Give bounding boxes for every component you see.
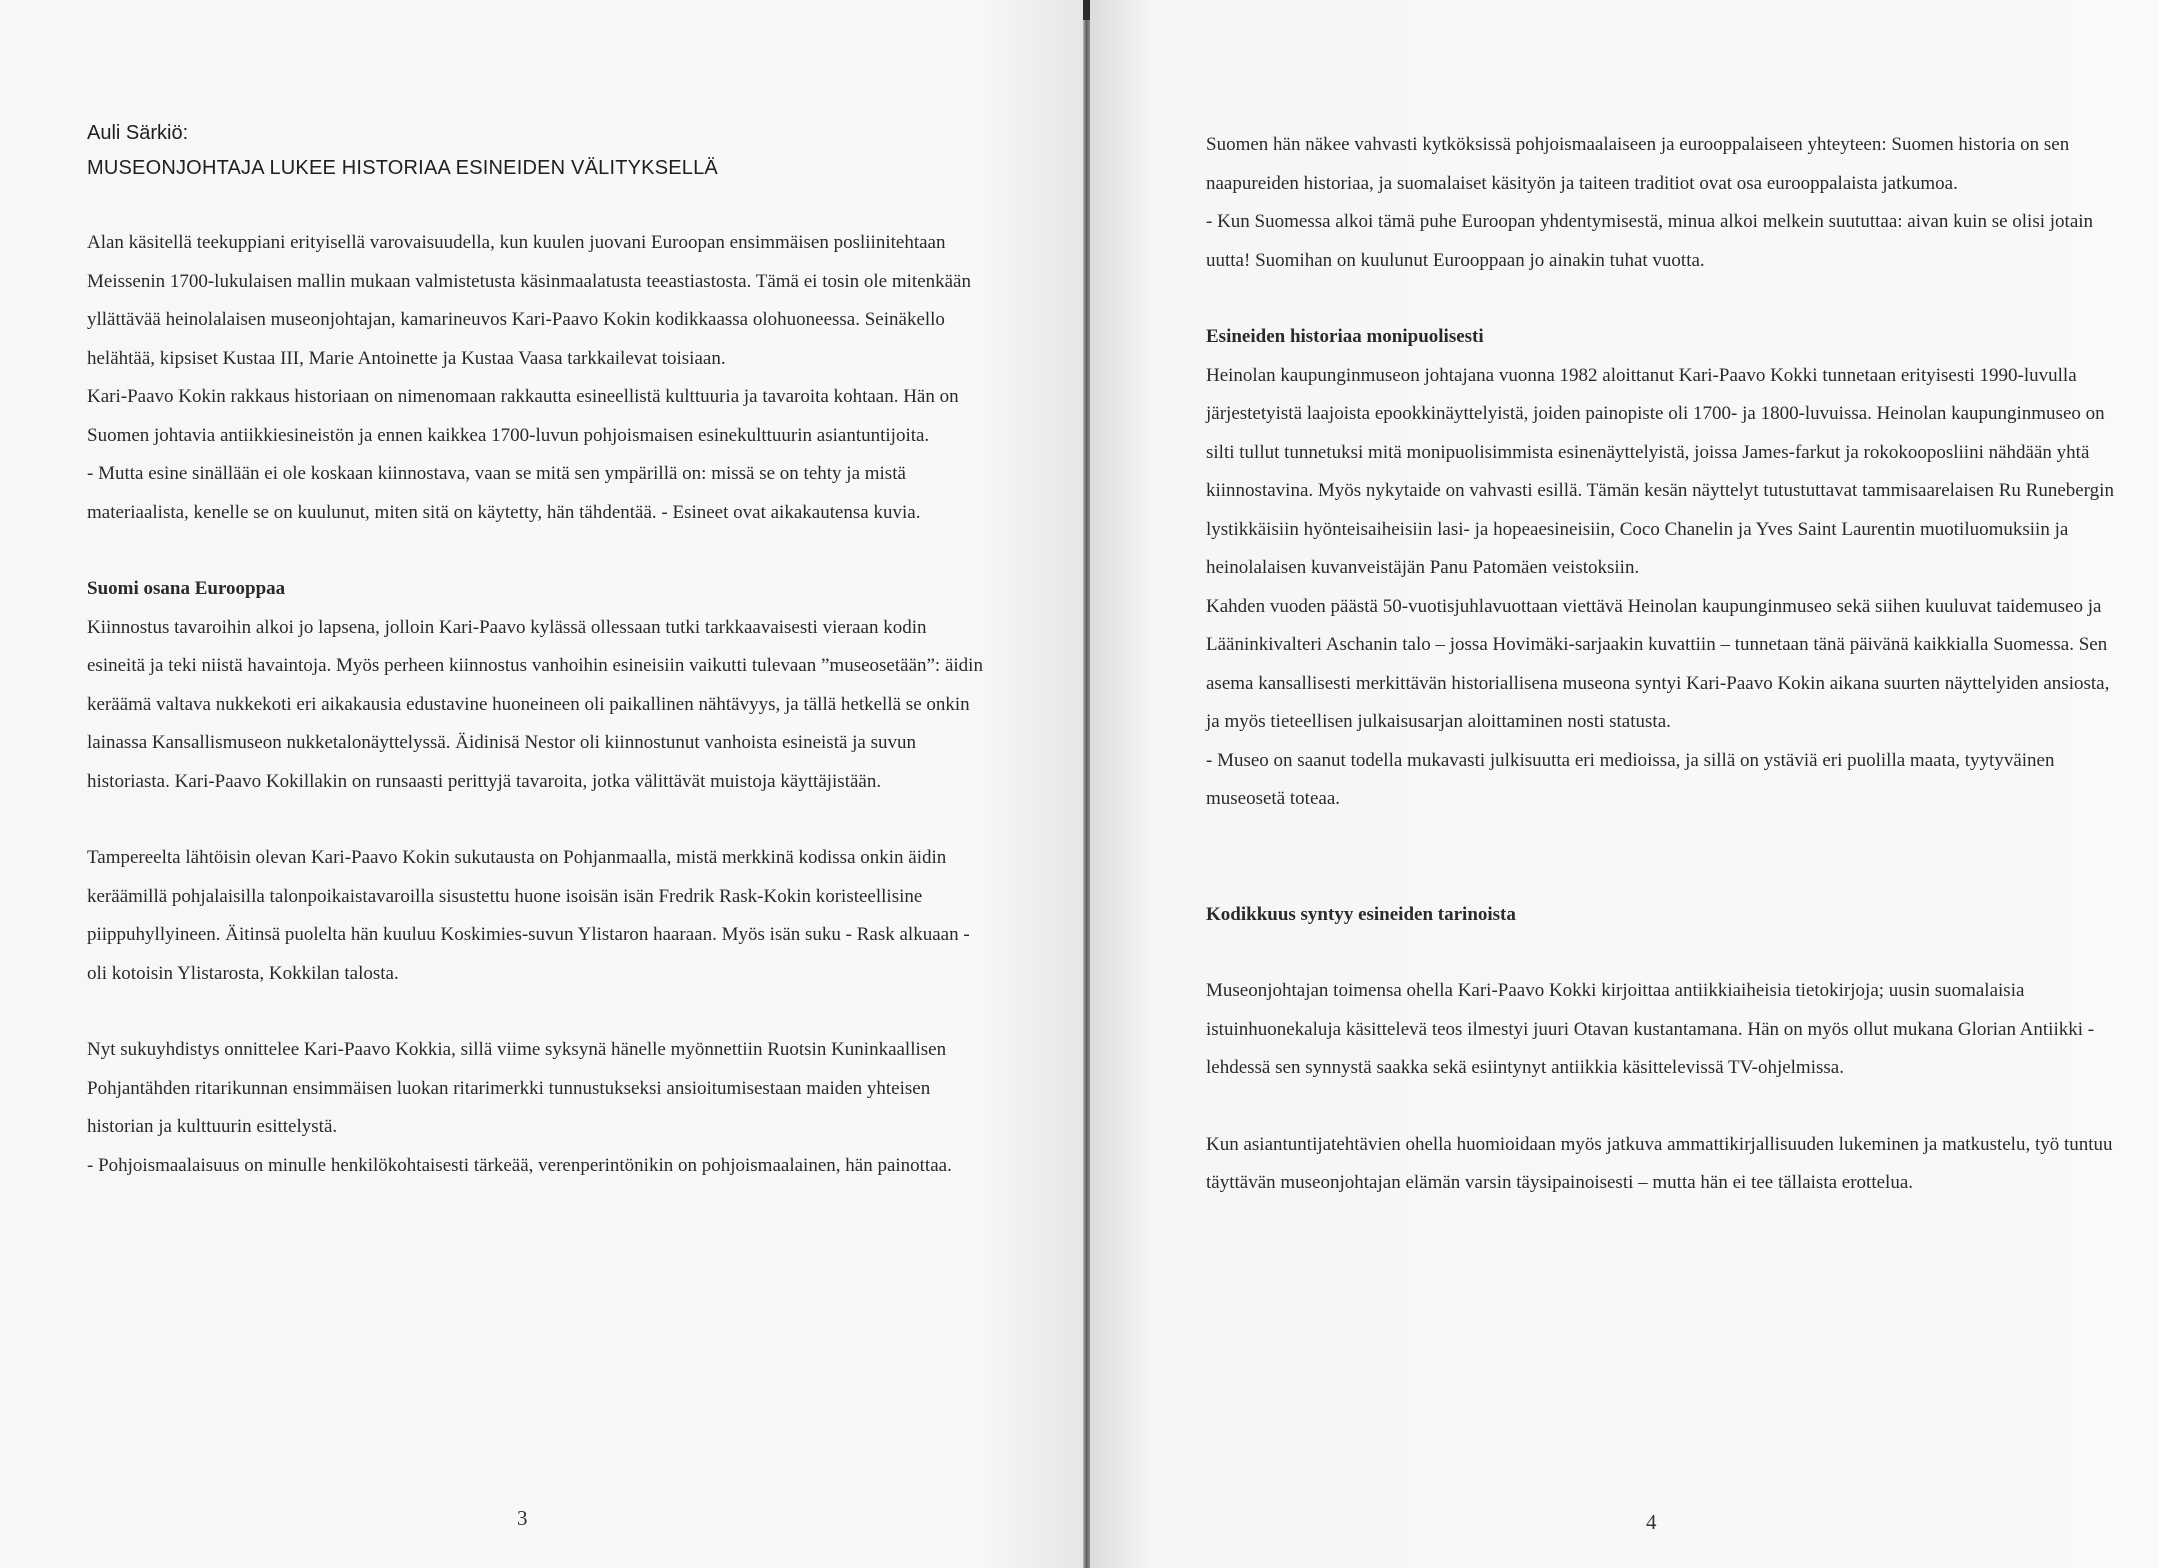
section-heading: Esineiden historiaa monipuolisesti (1206, 326, 1484, 347)
body-paragraph: - Kun Suomessa alkoi tämä puhe Euroopan yhdentymisestä, minua alkoi melkein suututtaa: aivan kuin se olisi jotain uutta! Suomihan on kuulunut Eurooppaan jo ainakin tuhat vuotta. (1206, 211, 2094, 271)
body-paragraph: Tampereelta lähtöisin olevan Kari-Paavo Kokin sukutausta on Pohjanmaalla, mistä merkkinä kodissa onkin äidin keräämillä pohjalaisilla talonpoikaistavaroilla sisustettu huone isoisän isän Fredrik Rask-Kokin koristeellisine piippuhyllyineen. Äitinsä puolelta hän kuuluu Koskimies-suvun Ylistaron haaraan. Myös isän suku - Rask alkuaan - oli kotoisin Ylistarosta, Kokkilan talosta. (87, 847, 970, 984)
binding-staple-shadow (1083, 0, 1090, 20)
left-page-content (87, 122, 987, 1185)
body-paragraph: - Museo on saanut todella mukavasti julkisuutta eri medioissa, ja sillä on ystäviä eri puolilla maata, tyytyväinen museosetä toteaa. (1206, 749, 2055, 809)
binding-gutter (1083, 0, 1090, 1568)
body-paragraph: Kun asiantuntijatehtävien ohella huomioidaan myös jatkuva ammattikirjallisuuden lukeminen ja matkustelu, työ tuntuu täyttävän museonjohtajan elämän varsin täysipainoisesti – mutta hän ei tee tällaista erottelua. (1206, 1133, 2113, 1193)
page-number: 4 (1646, 1510, 1657, 1534)
section-heading: Suomi osana Eurooppaa (87, 578, 286, 599)
right-page-content (1206, 126, 2116, 1203)
body-paragraph: Alan käsitellä teekuppiani erityisellä varovaisuudella, kun kuulen juovani Euroopan ensimmäisen posliinitehtaan Meissenin 1700-lukulaisen mallin mukaan valmistetusta käsinmaalatusta teeastiastosta. Tämä ei tosin ole mitenkään yllättävää heinolalaisen museonjohtajan, kamarineuvos Kari-Paavo Kokin kodikkaassa olohuoneessa. Seinäkello helähtää, kipsiset Kustaa III, Marie Antoinette ja Kustaa Vaasa tarkkailevat toisiaan. (87, 232, 971, 369)
article-headline: MUSEONJOHTAJA LUKEE HISTORIAA ESINEIDEN VÄLITYKSELLÄ (87, 157, 718, 179)
right-page (1090, 0, 2159, 1568)
body-paragraph: Suomen hän näkee vahvasti kytköksissä pohjoismaalaiseen ja eurooppalaiseen yhteyteen: Suomen historia on sen naapureiden historiaa, ja suomalaiset käsityön ja taiteen traditiot ovat osa eurooppalaista jatkumoa. (1206, 134, 2070, 194)
body-paragraph: - Mutta esine sinällään ei ole koskaan kiinnostava, vaan se mitä sen ympärillä on: missä se on tehty ja mistä materiaalista, kenelle se on kuulunut, miten sitä on käytetty, hän tähdentää. - Esineet ovat aikakautensa kuvia. (87, 463, 921, 523)
section-heading: Kodikkuus syntyy esineiden tarinoista (1206, 903, 1516, 925)
body-paragraph: Heinolan kaupunginmuseon johtajana vuonna 1982 aloittanut Kari-Paavo Kokki tunnetaan erityisesti 1990-luvulla järjestetyistä laajoista epookkinäyttelyistä, joiden painopiste oli 1700- ja 1800-luvuissa. Heinolan kaupunginmuseo on silti tullut tunnetuksi mitä monipuolisimmista esinenäyttelyistä, joissa James-farkut ja rokokooposliini nähdään yhtä kiinnostavina. Myös nykytaide on vahvasti esillä. Tämän kesän näyttelyt tutustuttavat tammisaarelaisen Ru Runebergin lystikkäisiin hyönteisaiheisiin lasi- ja hopeaesineisiin, Coco Chanelin ja Yves Saint Laurentin muotiluomuksiin ja heinolalaisen kuvanveistäjän Panu Patomäen veistoksiin. (1206, 364, 2114, 578)
page-number: 3 (517, 1506, 528, 1530)
body-paragraph: Nyt sukuyhdistys onnittelee Kari-Paavo Kokkia, sillä viime syksynä hänelle myönnettiin Ruotsin Kuninkaallisen Pohjantähden ritarikunnan ensimmäisen luokan ritarimerkki tunnustukseksi ansioitumisestaan maiden yhteisen historian ja kulttuurin esittelystä. (87, 1039, 947, 1137)
body-paragraph: Museonjohtajan toimensa ohella Kari-Paavo Kokki kirjoittaa antiikkiaiheisia tietokirjoja; uusin suomalaisia istuinhuonekaluja käsittelevä teos ilmestyi juuri Otavan kustantamana. Hän on myös ollut mukana Glorian Antiikki -lehdessä sen synnystä saakka sekä esiintynyt antiikkia käsittelevissä TV-ohjelmissa. (1206, 980, 2095, 1078)
body-paragraph: - Pohjoismaalaisuus on minulle henkilökohtaisesti tärkeää, verenperintönikin on pohjoismaalainen, hän painottaa. (87, 1154, 952, 1176)
body-paragraph: Kahden vuoden päästä 50-vuotisjuhlavuottaan viettävä Heinolan kaupunginmuseo sekä siihen kuuluvat taidemuseo ja Lääninkivalteri Aschanin talo – jossa Hovimäki-sarjaakin kuvattiin – tunnetaan tänä päivänä kaikkialla Suomessa. Sen asema kansallisesti merkittävän historiallisena museona syntyi Kari-Paavo Kokin aikana suurten näyttelyiden ansiosta, ja myös tieteellisen julkaisusarjan aloittaminen nosti statusta. (1206, 595, 2110, 732)
body-paragraph: Kari-Paavo Kokin rakkaus historiaan on nimenomaan rakkautta esineellistä kulttuuria ja tavaroita kohtaan. Hän on Suomen johtavia antiikkiesineistön ja ennen kaikkea 1700-luvun pohjoismaisen esinekulttuurin asiantuntijoita. (87, 386, 959, 446)
body-paragraph: Kiinnostus tavaroihin alkoi jo lapsena, jolloin Kari-Paavo kylässä ollessaan tutki tarkkaavaisesti vieraan kodin esineitä ja teki niistä havaintoja. Myös perheen kiinnostus vanhoihin esineisiin vaikutti tulevaan ”museosetään”: äidin keräämä valtava nukkekoti eri aikakausia edustavine huoneineen oli paikallinen nähtävyys, ja tällä hetkellä se onkin lainassa Kansallismuseon nukketalonäyttelyssä. Äidinisä Nestor oli kiinnostunut vanhoista esineistä ja suvun historiasta. Kari-Paavo Kokillakin on runsaasti perittyjä tavaroita, jotka välittävät muistoja käyttäjistään. (87, 616, 983, 792)
article-author: Auli Särkiö: (87, 122, 189, 144)
